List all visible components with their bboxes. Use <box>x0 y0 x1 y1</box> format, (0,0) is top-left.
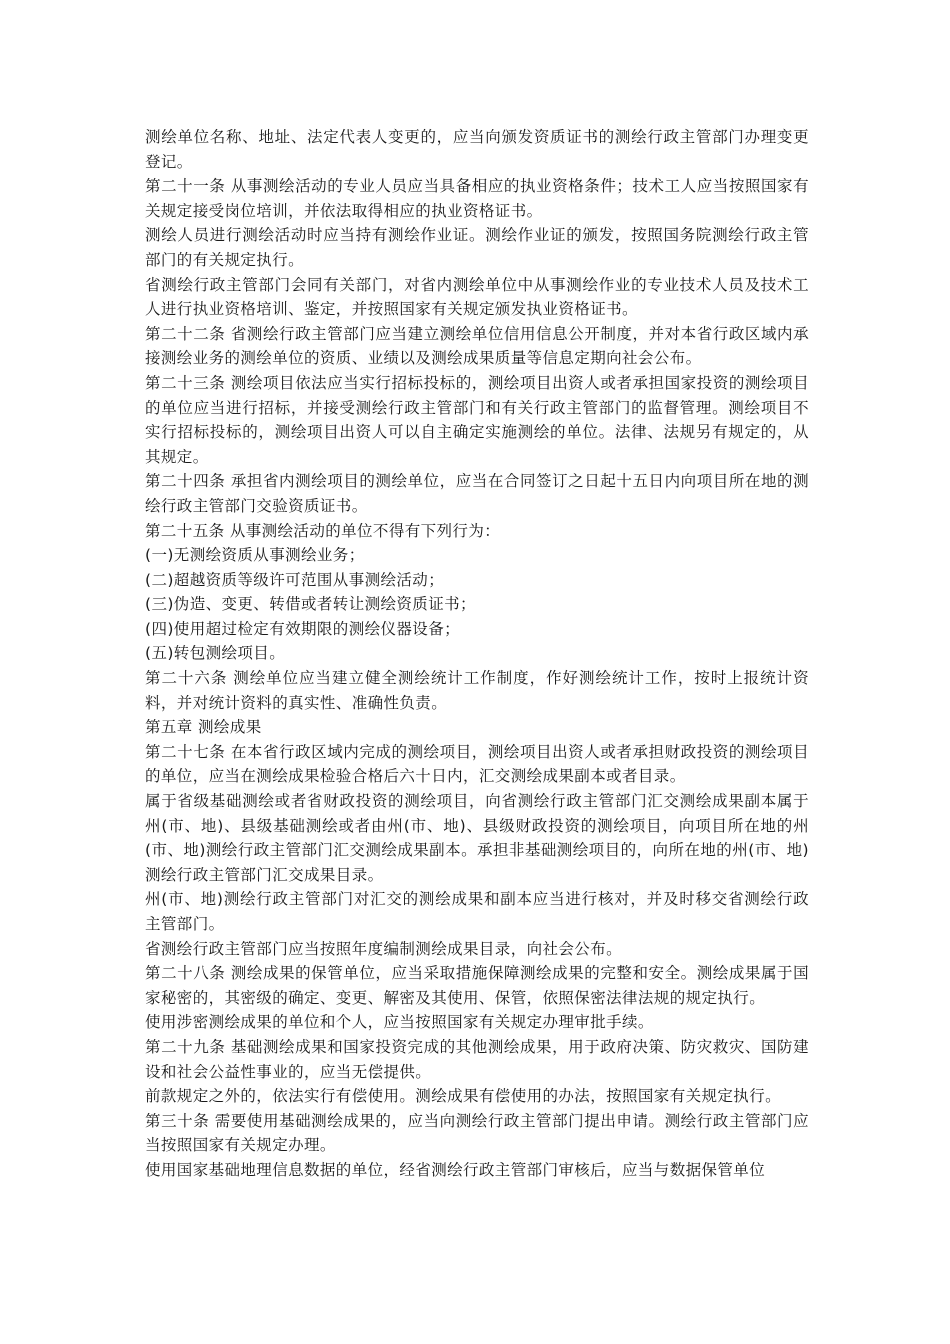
paragraph: 测绘单位名称、地址、法定代表人变更的，应当向颁发资质证书的测绘行政主管部门办理变更登记。 <box>145 128 809 171</box>
paragraph: 第二十六条 测绘单位应当建立健全测绘统计工作制度，作好测绘统计工作，按时上报统计资料，并对统计资料的真实性、准确性负责。 <box>145 669 809 712</box>
list-item: (三)伪造、变更、转借或者转让测绘资质证书； <box>145 595 476 614</box>
paragraph: 第二十二条 省测绘行政主管部门应当建立测绘单位信用信息公开制度，并对本省行政区域内承接测绘业务的测绘单位的资质、业绩以及测绘成果质量等信息定期向社会公布。 <box>145 324 809 368</box>
paragraph: 属于省级基础测绘或者省财政投资的测绘项目，向省测绘行政主管部门汇交测绘成果副本属于州(市、地)、县级基础测绘或者由州(市、地)、县级财政投资的测绘项目，向项目所在地的州(市、地)测绘行政主管部门汇交测绘成果副本。承担非基础测绘项目的，向所在地的州(市、地)测绘行政主管部门汇交成果目录。 <box>145 792 809 884</box>
paragraph: 使用涉密测绘成果的单位和个人，应当按照国家有关规定办理审批手续。 <box>145 1013 654 1032</box>
paragraph: 第二十三条 测绘项目依法应当实行招标投标的，测绘项目出资人或者承担国家投资的测绘项目的单位应当进行招标，并接受测绘行政主管部门和有关行政主管部门的监督管理。测绘项目不实行招标投标的，测绘项目出资人可以自主确定实施测绘的单位。法律、法规另有规定的，从其规定。 <box>145 373 809 466</box>
list-item: (四)使用超过检定有效期限的测绘仪器设备； <box>145 619 460 638</box>
paragraph: 第二十一条 从事测绘活动的专业人员应当具备相应的执业资格条件；技术工人应当按照国家有关规定接受岗位培训，并依法取得相应的执业资格证书。 <box>145 177 809 220</box>
chapter-heading: 第五章 测绘成果 <box>145 718 262 737</box>
paragraph: 测绘人员进行测绘活动时应当持有测绘作业证。测绘作业证的颁发，按照国务院测绘行政主管部门的有关规定执行。 <box>145 226 809 269</box>
paragraph: 第二十七条 在本省行政区域内完成的测绘项目，测绘项目出资人或者承担财政投资的测绘项目的单位，应当在测绘成果检验合格后六十日内，汇交测绘成果副本或者目录。 <box>145 742 809 786</box>
paragraph: 第二十八条 测绘成果的保管单位，应当采取措施保障测绘成果的完整和安全。测绘成果属于国家秘密的，其密级的确定、变更、解密及其使用、保管，依照保密法律法规的规定执行。 <box>145 964 809 1007</box>
paragraph: 使用国家基础地理信息数据的单位，经省测绘行政主管部门审核后，应当与数据保管单位 <box>145 1160 766 1179</box>
paragraph: 第二十五条 从事测绘活动的单位不得有下列行为： <box>145 521 501 540</box>
paragraph: 第三十条 需要使用基础测绘成果的，应当向测绘行政主管部门提出申请。测绘行政主管部门应当按照国家有关规定办理。 <box>145 1111 809 1155</box>
list-item: (一)无测绘资质从事测绘业务； <box>145 546 365 565</box>
list-item: (二)超越资质等级许可范围从事测绘活动； <box>145 570 445 589</box>
paragraph: 第二十四条 承担省内测绘项目的测绘单位，应当在合同签订之日起十五日内向项目所在地的测绘行政主管部门交验资质证书。 <box>145 472 809 515</box>
paragraph: 前款规定之外的，依法实行有偿使用。测绘成果有偿使用的办法，按照国家有关规定执行。 <box>145 1087 782 1106</box>
paragraph: 省测绘行政主管部门会同有关部门，对省内测绘单位中从事测绘作业的专业技术人员及技术工人进行执业资格培训、鉴定，并按照国家有关规定颁发执业资格证书。 <box>145 275 809 319</box>
paragraph: 第二十九条 基础测绘成果和国家投资完成的其他测绘成果，用于政府决策、防灾救灾、国防建设和社会公益性事业的，应当无偿提供。 <box>145 1037 809 1081</box>
paragraph: 州(市、地)测绘行政主管部门对汇交的测绘成果和副本应当进行核对，并及时移交省测绘行政主管部门。 <box>145 890 809 933</box>
paragraph: 省测绘行政主管部门应当按照年度编制测绘成果目录，向社会公布。 <box>145 939 623 958</box>
document-body <box>145 125 809 1183</box>
list-item: (五)转包测绘项目。 <box>145 644 286 663</box>
